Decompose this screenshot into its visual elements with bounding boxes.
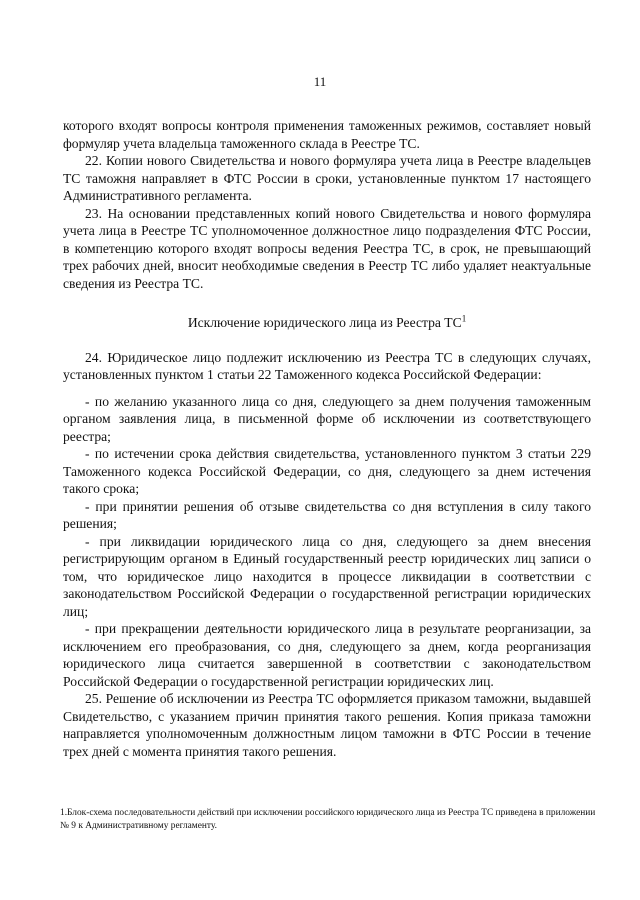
spacer — [63, 384, 591, 393]
list-item-1: - по желанию указанного лица со дня, следующего за днем получения таможенным органом заявления лица, в письменной форме об исключении из соответствующего реестра; — [63, 393, 591, 444]
list-item-2: - по истечении срока действия свидетельства, установленного пунктом 3 статьи 229 Таможенного кодекса Российской Федерации, со дня, следующего за днем истечения такого срока; — [63, 446, 591, 496]
list-item-3: - при принятии решения об отзыве свидетельства со дня вступления в силу такого решения; — [63, 498, 591, 531]
paragraph-continuation: которого входят вопросы контроля применения таможенных режимов, составляет новый формуляр учета владельца таможенного склада в Реестре ТС. — [63, 118, 591, 151]
document-body — [63, 117, 591, 760]
section-heading-text: Исключение юридического лица из Реестра ТС — [187, 315, 462, 330]
paragraph-24: 24. Юридическое лицо подлежит исключению из Реестра ТС в следующих случаях, установленных пунктом 1 статьи 22 Таможенного кодекса Российской Федерации: — [63, 349, 591, 382]
page-number: 11 — [313, 74, 327, 89]
footnote-reference: 1 — [461, 313, 467, 324]
list-item-5: - при прекращении деятельности юридического лица в результате реорганизации, за исключением его преобразования, со дня, следующего за днем, когда реорганизация юридического лица считается завершенной в соответствии с законодательством Российской Федерации о государственной регистрации юридических лиц. — [63, 621, 591, 689]
footnote-text: 1.Блок-схема последовательности действий при исключении российского юридического лица из Реестра ТС приведена в приложении № 9 к Административному регламенту. — [60, 808, 596, 831]
list-item-4: - при ликвидации юридического лица со дня, следующего за днем внесения регистрирующим органом в Единый государственный реестр юридических лиц записи о том, что юридическое лицо находится в процессе ликвидации в соответствии с законодательством Российской Федерации о государственной регистрации юридических лиц; — [63, 533, 591, 619]
paragraph-25: 25. Решение об исключении из Реестра ТС оформляется приказом таможни, выдавшей Свидетельство, с указанием причин принятия такого решения. Копия приказа таможни направляется уполномоченным должностным лицом таможни в ФТС России в течение трех дней с момента принятия такого решения. — [63, 691, 591, 759]
footnote — [60, 807, 600, 833]
paragraph-23: 23. На основании представленных копий нового Свидетельства и нового формуляра учета лица в Реестре ТС уполномоченное должностное лицо подразделения ФТС России, в компетенцию которого входят вопросы ведения Реестра ТС, в срок, не превышающий трех рабочих дней, вносит необходимые сведения в Реестр ТС либо удаляет неактуальные сведения из Реестра ТС. — [63, 205, 591, 291]
section-heading — [63, 314, 591, 332]
paragraph-22: 22. Копии нового Свидетельства и нового формуляра учета лица в Реестре владельцев ТС таможня направляет в ФТС России в сроки, установленные пунктом 17 настоящего Административного регламента. — [63, 153, 591, 203]
